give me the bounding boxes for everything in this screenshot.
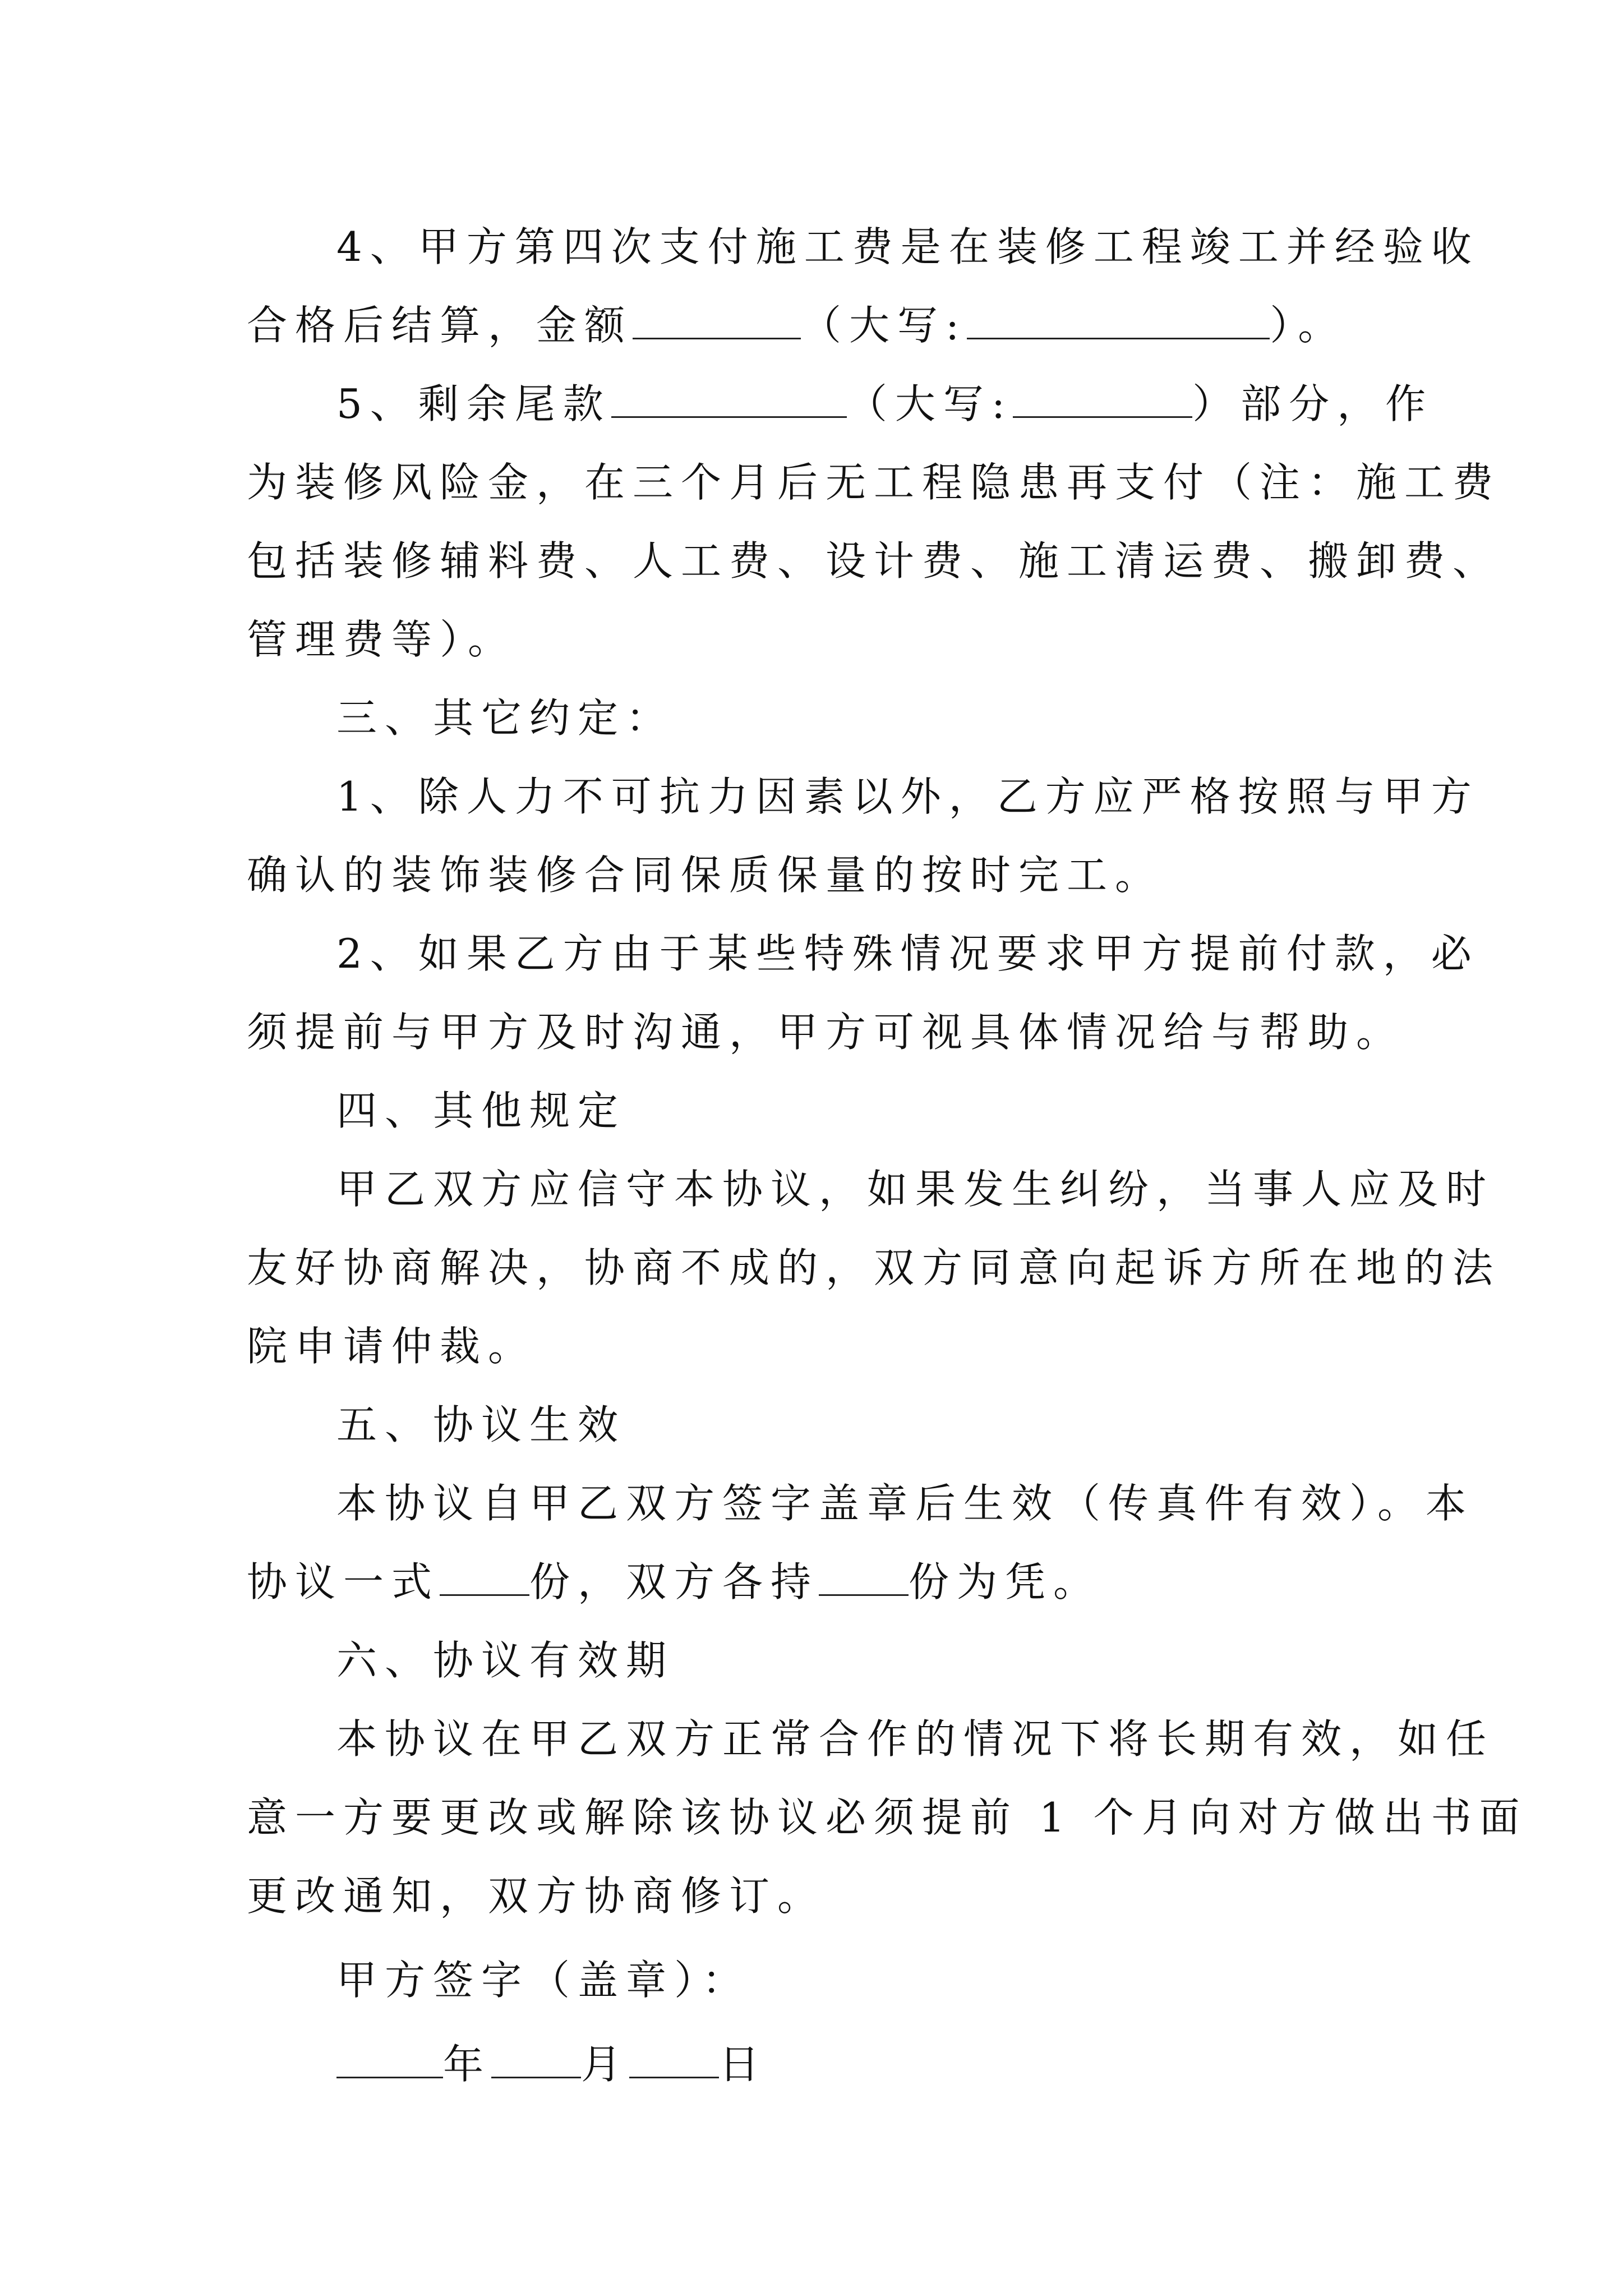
capital-amount-blank — [967, 304, 1270, 339]
clause-5-line-4: 管理费等）。 — [247, 616, 517, 663]
day-blank — [629, 2043, 719, 2078]
clause-5 — [247, 365, 1501, 679]
section-3-item-2-line-1: 2、如果乙方由于某些特殊情况要求甲方提前付款，必 — [336, 930, 1479, 977]
copies-each-label: 份，双方各持 — [529, 1558, 819, 1605]
copies-each-blank — [819, 1561, 909, 1596]
section-6-line-2: 意一方要更改或解除该协议必须提前 1 个月向对方做出书面 — [247, 1794, 1528, 1841]
section-3 — [247, 679, 1479, 1071]
section-5-line-1: 本协议自甲乙双方签字盖章后生效（传真件有效）。本 — [336, 1480, 1474, 1527]
clause-4-line-2 — [247, 286, 1396, 365]
clause-5-line-1 — [247, 365, 1434, 443]
clause-5-capital-label: （大写: — [846, 380, 1013, 427]
copies-end: 份为凭。 — [909, 1558, 1102, 1605]
section-4-heading: 四、其他规定 — [336, 1087, 626, 1134]
capital-label: （大写: — [801, 302, 967, 349]
section-5-line-2 — [247, 1543, 1396, 1621]
section-4-line-3: 院申请仲裁。 — [247, 1323, 537, 1370]
section-5-heading: 五、协议生效 — [336, 1401, 626, 1448]
date-line — [247, 2025, 1396, 2104]
section-3-item-1-line-2: 确认的装饰装修合同保质保量的按时完工。 — [247, 852, 1164, 899]
remaining-capital-blank — [1013, 383, 1192, 418]
clause-5-line-1-end: ）部分，作 — [1192, 380, 1434, 427]
day-label: 日 — [719, 2041, 768, 2088]
clause-5-remaining-label: 5、剩余尾款 — [336, 380, 611, 427]
month-label: 月 — [581, 2041, 630, 2088]
section-6-line-3: 更改通知，双方协商修订。 — [247, 1872, 826, 1920]
signature-label: 甲方签字（盖章）： — [336, 1957, 751, 2004]
copies-label: 协议一式 — [247, 1558, 440, 1605]
section-4-line-2: 友好协商解决，协商不成的，双方同意向起诉方所在地的法 — [247, 1244, 1501, 1291]
section-3-heading: 三、其它约定： — [336, 694, 675, 742]
signature-block — [247, 1941, 1396, 2104]
amount-blank — [633, 304, 801, 339]
clause-4-line-1: 4、甲方第四次支付施工费是在装修工程竣工并经验收 — [336, 223, 1479, 270]
document-body — [247, 208, 1528, 2104]
section-6-line-1: 本协议在甲乙双方正常合作的情况下将长期有效，如任 — [336, 1715, 1495, 1763]
clause-4-amount-label: 合格后结算，金额 — [247, 302, 633, 349]
clause-5-line-2: 为装修风险金，在三个月后无工程隐患再支付（注：施工费 — [247, 459, 1501, 506]
section-3-item-2-line-2: 须提前与甲方及时沟通，甲方可视具体情况给与帮助。 — [247, 1009, 1405, 1056]
clause-5-line-3: 包括装修辅料费、人工费、设计费、施工清运费、搬卸费、 — [247, 537, 1501, 585]
clause-4 — [247, 208, 1479, 365]
section-6 — [247, 1621, 1528, 1935]
section-4 — [247, 1071, 1501, 1386]
section-4-line-1: 甲乙双方应信守本协议，如果发生纠纷，当事人应及时 — [336, 1166, 1495, 1213]
section-6-heading: 六、协议有效期 — [336, 1637, 675, 1684]
clause-4-close: ）。 — [1270, 302, 1347, 349]
section-3-item-1-line-1: 1、除人力不可抗力因素以外，乙方应严格按照与甲方 — [336, 773, 1479, 820]
remaining-amount-blank — [611, 383, 847, 418]
year-blank — [336, 2043, 443, 2078]
copies-total-blank — [440, 1561, 529, 1596]
month-blank — [491, 2043, 581, 2078]
section-5 — [247, 1386, 1474, 1621]
year-label: 年 — [443, 2041, 492, 2088]
